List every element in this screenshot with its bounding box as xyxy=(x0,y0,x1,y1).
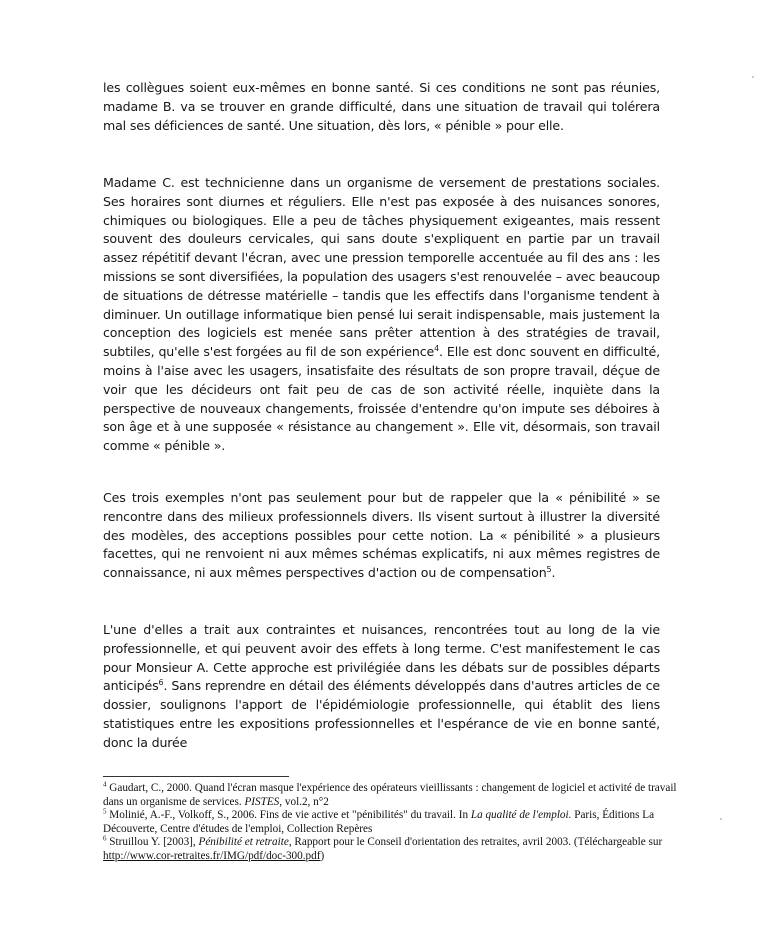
footnote-text: ) xyxy=(320,849,325,862)
paragraph-text: Madame C. est technicienne dans un organisme de versement de prestations sociales. Ses horaires sont diurnes et réguliers. Elle n'est pas exposée à des nuisances sonores, chimiques ou biologiques. Elle a peu de tâches physiquement exigeantes, mais ressent souvent des douleurs cervicales, qui sans doute s'expliquent en partie par un travail assez répétitif devant l'écran, avec une pression temporelle accentuée au fil des ans : les missions se sont diversifiées, la population des usagers s'est renouvelée – avec beaucoup de situations de détresse matérielle – tandis que les effectifs dans l'organisme tendent à diminuer. Un outillage informatique bien pensé lui serait indispensable, mais justement la conception des logiciels est menée sans prêter attention à des stratégies de travail, subtiles, qu'elle s'est forgées au fil de son expérience xyxy=(103,175,660,360)
paragraph-text: les collègues soient eux-mêmes en bonne santé. Si ces conditions ne sont pas réunies, madame B. va se trouver en grande difficulté, dans une situation de travail qui tolérera mal ses déficiences de santé. Une situation, dès lors, « pénible » pour elle. xyxy=(103,80,660,133)
footnote-ref-5[interactable]: 5 xyxy=(546,565,552,574)
paragraph-text: Ces trois exemples n'ont pas seulement pour but de rappeler que la « pénibilité » se rencontre dans des milieux professionnels divers. Ils visent surtout à illustrer la diversité des modèles, des acceptions possibles pour cette notion. La « pénibilité » a plusieurs facettes, qui ne renvoient ni aux mêmes schémas explicatifs, ni aux mêmes registres de connaissance, ni aux mêmes perspectives d'action ou de compensation xyxy=(103,490,660,581)
paragraph-text: . xyxy=(551,565,556,581)
paragraph-text: L'une d'elles a trait aux contraintes et nuisances, rencontrées tout au long de la vie professionnelle, et qui peuvent avoir des effets à long terme. C'est manifestement le cas pour Monsieur A. Cette approche est privilégiée dans les débats sur de possibles départs anticipés xyxy=(103,622,660,694)
footnote-book-title: La qualité de l'emploi. xyxy=(470,809,572,822)
paragraph-content xyxy=(103,489,660,583)
footnote-6 xyxy=(103,836,683,863)
scan-speck xyxy=(720,818,722,820)
paragraph-contraintes-nuisances xyxy=(103,621,660,753)
footnote-ref-4[interactable]: 4 xyxy=(434,343,440,353)
footnote-5 xyxy=(103,809,683,836)
paragraph-text: . Sans reprendre en détail des éléments développés dans d'autres articles de ce dossier, soulignons l'apport de l'épidémiologie professionnelle, qui établit des liens statistiques entre les expositions professionnelles et l'espérance de vie en bonne santé, donc la durée xyxy=(103,678,660,750)
paragraph-madame-c xyxy=(103,174,660,456)
footnote-text: Paris, Éditions La Découverte, Centre d'études de l'emploi, Collection Repères xyxy=(103,809,655,835)
paragraph-content xyxy=(103,621,660,753)
footnote-number: 4 xyxy=(103,780,107,789)
paragraph-three-examples xyxy=(103,489,660,583)
footnote-number: 6 xyxy=(103,834,107,843)
footnote-text: Struillou Y. [2003], xyxy=(106,836,199,849)
footnotes xyxy=(103,782,683,864)
paragraph-text: . Elle est donc souvent en difficulté, moins à l'aise avec les usagers, insatisfaite des résultats de son propre travail, déçue de voir que les décideurs ont fait peu de cas de son activité réelle, inquiète dans la perspective de nouveaux changements, froissée d'entendre qu'on impute ses déboires à son âge et à une supposée « résistance au changement ». Elle vit, désormais, son travail comme « pénible ». xyxy=(103,344,660,454)
footnote-number: 5 xyxy=(103,807,107,816)
footnote-4 xyxy=(103,782,683,809)
footnote-text: vol.2, n°2 xyxy=(282,795,329,808)
scan-speck xyxy=(752,76,754,78)
footnote-separator xyxy=(103,776,289,777)
paragraph-content xyxy=(103,174,660,456)
report-download-link[interactable]: http://www.cor-retraites.fr/IMG/pdf/doc-300.pdf xyxy=(103,849,321,862)
footnote-text: Molinié, A.-F., Volkoff, S., 2006. Fins de vie active et "pénibilités" du travail. In xyxy=(106,809,471,822)
footnote-text: , Rapport pour le Conseil d'orientation des retraites, avril 2003. (Téléchargeable sur xyxy=(288,836,663,849)
footnote-ref-6[interactable]: 6 xyxy=(158,678,164,688)
footnote-journal-title: PISTES, xyxy=(244,795,283,808)
footnote-text: Gaudart, C., 2000. Quand l'écran masque l'expérience des opérateurs vieillissants : changement de logiciel et activité de travail dans un organisme de services. xyxy=(103,782,677,808)
paragraph-madame-b-conclusion xyxy=(103,79,660,135)
footnote-report-title: Pénibilité et retraite xyxy=(198,836,289,849)
